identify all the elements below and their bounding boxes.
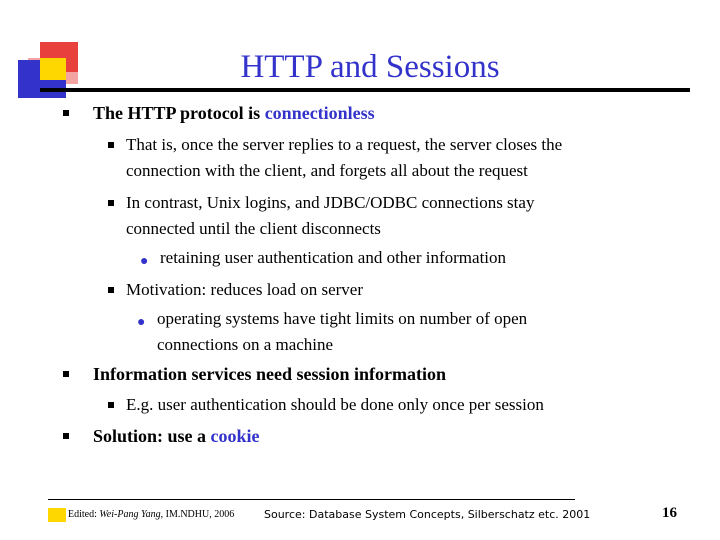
third-level-retaining-auth <box>140 245 507 271</box>
bullet-connectionless <box>93 100 375 126</box>
sub-bullet-line: That is, once the server replies to a request, the server closes the <box>126 135 563 154</box>
detail-line: operating systems have tight limits on number of open <box>157 309 528 328</box>
bullet-text: The HTTP protocol is <box>93 103 265 123</box>
footer-edited-credit <box>68 508 234 522</box>
square-bullet-icon <box>63 433 69 439</box>
decor-white-notch <box>28 42 40 58</box>
slide-number: 16 <box>662 505 677 521</box>
sub-bullet-motivation <box>126 277 363 303</box>
round-bullet-icon: ● <box>140 254 149 269</box>
bullet-text: Information services need session information <box>93 364 446 384</box>
square-bullet-icon <box>108 142 114 148</box>
square-bullet-icon <box>108 287 114 293</box>
highlight-cookie: cookie <box>210 426 260 446</box>
sub-bullet-line: connection with the client, and forgets all about the request <box>126 161 528 180</box>
sub-bullet-unix-logins <box>126 190 534 242</box>
slide-title: HTTP and Sessions <box>240 49 500 85</box>
square-bullet-icon <box>63 110 69 116</box>
sub-bullet-line: connected until the client disconnects <box>126 219 381 238</box>
square-bullet-icon <box>108 200 114 206</box>
bullet-solution <box>93 423 260 449</box>
sub-bullet-line: In contrast, Unix logins, and JDBC/ODBC connections stay <box>126 193 535 212</box>
footer-source: Source: Database System Concepts, Silberschatz etc. 2001 <box>264 508 591 521</box>
sub-bullet-line: Motivation: reduces load on server <box>126 280 363 299</box>
bullet-information-services <box>93 361 446 387</box>
title-divider <box>40 88 690 92</box>
square-bullet-icon <box>108 402 114 408</box>
decor-yellow-square <box>40 58 66 80</box>
footer-divider <box>48 499 575 500</box>
detail-line: connections on a machine <box>157 335 334 354</box>
sub-bullet-server-closes <box>126 132 562 184</box>
sub-bullet-line: E.g. user authentication should be done only once per session <box>126 395 544 414</box>
detail-text: retaining user authentication and other information <box>160 248 507 267</box>
edited-label: Edited: <box>68 509 100 520</box>
highlight-connectionless: connectionless <box>264 103 375 123</box>
square-bullet-icon <box>63 371 69 377</box>
edited-author: Wei-Pang Yang <box>99 509 161 520</box>
round-bullet-icon: ● <box>137 315 146 330</box>
footer-yellow-block <box>48 508 66 522</box>
edited-rest: , IM.NDHU, 2006 <box>160 509 235 520</box>
third-level-os-limits <box>137 306 528 358</box>
bullet-text: Solution: use a <box>93 426 211 446</box>
sub-bullet-user-auth <box>126 392 544 418</box>
